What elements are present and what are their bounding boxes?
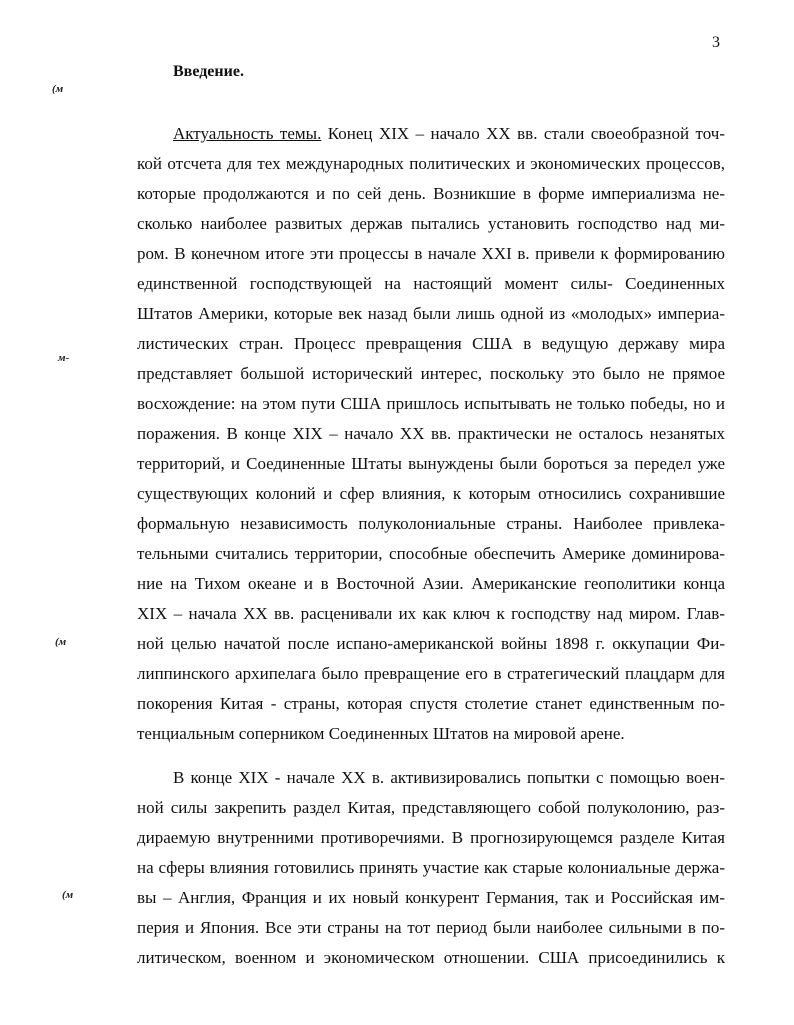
text-line: литическом, военном и экономическом отношении. США присоединились к <box>137 948 725 967</box>
text-line: дираемую внутренними противоречиями. В прогнозирующемся разделе Китая <box>137 828 725 847</box>
text-line-part: Конец XIX – начало XX вв. стали своеобразной точ- <box>321 124 725 143</box>
margin-mark: (м <box>52 83 64 95</box>
topic-relevance-label: Актуальность темы. <box>173 124 322 143</box>
text-line: ром. В конечном итоге эти процессы в начале XXI в. привели к формированию <box>137 244 725 263</box>
page-heading: Введение. <box>173 63 244 80</box>
text-line: поражения. В конце XIX – начало XX вв. практически не осталось незанятых <box>137 424 725 443</box>
text-line: покорения Китая - страны, которая спустя столетие станет единственным по- <box>137 694 725 713</box>
text-line: В конце XIX - начале XX в. активизировались попытки с помощью воен- <box>173 768 725 787</box>
text-line: на сферы влияния готовились принять участие как старые колониальные держа- <box>137 858 725 877</box>
text-line: ной целью начатой после испано-американской войны 1898 г. оккупации Фи- <box>137 634 725 653</box>
margin-mark: м- <box>58 352 70 364</box>
text-line: тельными считались территории, способные обеспечить Америке доминирова- <box>137 544 725 563</box>
text-line: кой отсчета для тех международных политических и экономических процессов, <box>137 154 725 173</box>
text-line: ной силы закрепить раздел Китая, представляющего собой полуколонию, раз- <box>137 798 725 817</box>
text-line: тенциальным соперником Соединенных Штатов на мировой арене. <box>137 724 625 743</box>
text-line: единственной господствующей на настоящий момент силы- Соединенных <box>137 274 725 293</box>
text-line: формальную независимость полуколониальные страны. Наиболее привлека- <box>137 514 725 533</box>
text-line: территорий, и Соединенные Штаты вынуждены были бороться за передел уже <box>137 454 725 473</box>
text-line: существующих колоний и сфер влияния, к которым относились сохранившие <box>137 484 725 503</box>
text-line <box>173 124 725 144</box>
page-number: 3 <box>712 34 720 51</box>
text-line: XIX – начала XX вв. расценивали их как ключ к господству над миром. Глав- <box>137 604 725 623</box>
text-line: ние на Тихом океане и в Восточной Азии. Американские геополитики конца <box>137 574 725 593</box>
text-line: липпинского архипелага было превращение его в стратегический плацдарм для <box>137 664 725 683</box>
text-line: которые продолжаются и по сей день. Возникшие в форме империализма не- <box>137 184 725 203</box>
margin-mark: (м <box>62 889 74 901</box>
text-line: листических стран. Процесс превращения США в ведущую державу мира <box>137 334 725 353</box>
text-line: вы – Англия, Франция и их новый конкурент Германия, так и Российская им- <box>137 888 725 907</box>
text-line: Штатов Америки, которые век назад были лишь одной из «молодых» империа- <box>137 304 725 323</box>
text-line: восхождение: на этом пути США пришлось испытывать не только победы, но и <box>137 394 725 413</box>
text-line: сколько наиболее развитых держав пытались установить господство над ми- <box>137 214 725 233</box>
text-line: перия и Япония. Все эти страны на тот период были наиболее сильными в по- <box>137 918 725 937</box>
text-line: представляет большой исторический интерес, поскольку это было не прямое <box>137 364 725 383</box>
margin-mark: (м <box>55 636 67 648</box>
